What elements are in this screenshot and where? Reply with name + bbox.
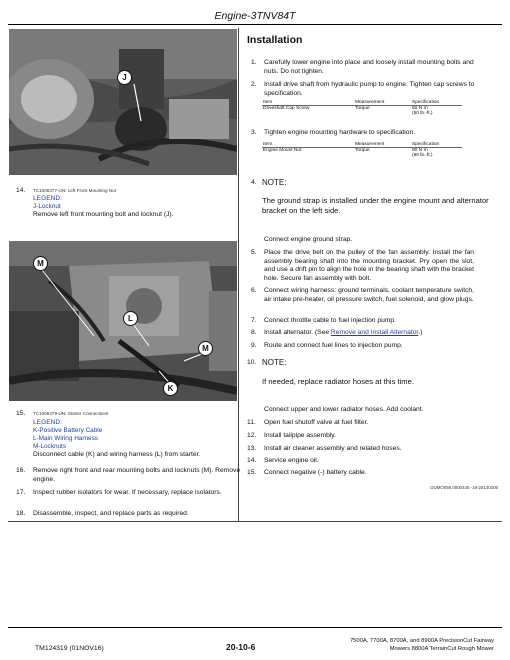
- callout-j: J: [117, 70, 132, 85]
- step-8-text: Install alternator. (See Remove and Install Alternator.): [264, 329, 423, 336]
- step-number-14: 14.: [247, 457, 257, 464]
- spec-header-item: Item: [262, 100, 354, 106]
- callout-k: K: [163, 381, 178, 396]
- step-9-text: Route and connect fuel lines to injection pump.: [264, 342, 403, 349]
- step-number-5: 5.: [251, 249, 257, 256]
- instruction-remove-left-bolt: Remove left front mounting bolt and locknut (J).: [33, 211, 174, 218]
- legend-item-j: J-Locknut: [33, 203, 61, 210]
- spec-measurement: Torque: [355, 148, 370, 153]
- section-bottom-rule: [8, 521, 502, 522]
- legend-heading-1: LEGEND:: [33, 195, 62, 202]
- step-18-text: Disassemble, inspect, and replace parts as required.: [33, 510, 189, 517]
- step-6-text: Connect wiring harness: ground terminals, coolant temperature switch, air intake pre-heater, oil pressure switch, fuel solenoid, and glow plugs.: [264, 287, 474, 303]
- note-text-radiator: If needed, replace radiator hoses at this time.: [262, 377, 414, 386]
- callout-m-right: M: [198, 341, 213, 356]
- note-text-ground-strap: The ground strap is installed under the engine mount and alternator bracket on the left side.: [262, 196, 489, 215]
- step-number-14-left: 14.: [16, 187, 26, 194]
- header-rule: [8, 24, 502, 25]
- connect-ground-strap: Connect engine ground strap.: [264, 236, 353, 243]
- callout-l: L: [123, 311, 138, 326]
- step-number-9: 9.: [251, 342, 257, 349]
- step-7-text: Connect throttle cable to fuel injection pump.: [264, 317, 396, 324]
- legend-heading-2: LEGEND:: [33, 419, 62, 426]
- step-3-text: Tighten engine mounting hardware to specification.: [264, 129, 416, 136]
- step-number-2: 2.: [251, 81, 257, 88]
- column-divider: [238, 28, 239, 522]
- figure-caption-2: TC1006379-UN: Starter Connections: [33, 411, 109, 416]
- spec-table-driveshaft: [262, 100, 462, 116]
- legend-item-m: M-Locknuts: [33, 443, 67, 450]
- spec-value: 50 N·m (50 lb.-ft.): [412, 106, 433, 116]
- spec-header-specification: Specification: [411, 142, 462, 148]
- footer-doc-id: TM124319 (01NOV16): [35, 645, 104, 652]
- alternator-link[interactable]: Remove and Install Alternator: [330, 329, 419, 336]
- spec-header-item: Item: [262, 142, 354, 148]
- spec-table-engine-mount: [262, 142, 462, 158]
- step-17-text: Inspect rubber isolators for wear. If necessary, replace isolators.: [33, 489, 222, 496]
- step-5-text: Place the drive belt on the pulley of the fan assembly. Install the fan assembly bearing shaft into the mounting bracket. Pry open the slot, and use a drift pin to align the hole in the bearing shaft with the bracket hole. Secure fan assembly with bolt.: [264, 249, 474, 283]
- step-number-16: 16.: [16, 467, 26, 474]
- spec-item: Engine Mount Nut: [263, 148, 302, 153]
- note-label-10: NOTE:: [262, 358, 287, 367]
- footer-model-line-1: 7500A, 7700A, 8700A, and 8900A PrecisionCut Fairway: [349, 638, 494, 644]
- spec-value: 80 N·m (60 lb.-ft.): [412, 148, 433, 158]
- step-11-text: Open fuel shutoff valve at fuel filter.: [264, 419, 369, 426]
- step-number-3: 3.: [251, 129, 257, 136]
- step-number-7: 7.: [251, 317, 257, 324]
- step-number-10: 10.: [247, 359, 257, 366]
- step-16-text: Remove right front and rear mounting bolts and locknuts (M). Remove engine.: [33, 467, 241, 483]
- spec-measurement: Torque: [355, 106, 370, 111]
- step-14-text: Service engine oil.: [264, 457, 319, 464]
- step-2-text: Install drive shaft from hydraulic pump to engine. Tighten cap screws to specification.: [264, 81, 475, 97]
- footer-rule: [8, 627, 502, 628]
- step-number-13: 13.: [247, 445, 257, 452]
- step-1-text: Carefully lower engine into place and loosely install mounting bolts and nuts. Do not tighten.: [264, 59, 474, 75]
- step-number-12: 12.: [247, 432, 257, 439]
- step-number-18: 18.: [16, 510, 26, 517]
- legend-item-l: L-Main Wiring Harness: [33, 435, 98, 442]
- callout-m-left: M: [33, 256, 48, 271]
- step-number-6: 6.: [251, 287, 257, 294]
- page-header-title: Engine-3TNV84T: [214, 10, 296, 22]
- note-label-4: NOTE:: [262, 178, 287, 187]
- step-number-17: 17.: [16, 489, 26, 496]
- spec-header-measurement: Measurement: [354, 142, 411, 148]
- step-number-11: 11.: [247, 419, 256, 426]
- figure-caption-1: TC1006377-UN: Left Front Mounting Nut: [33, 188, 116, 193]
- step-number-4: 4.: [251, 179, 257, 186]
- step-13-text: Install air cleaner assembly and related hoses.: [264, 445, 402, 452]
- step-number-15-left: 15.: [16, 410, 26, 417]
- step-number-1: 1.: [251, 59, 257, 66]
- step-number-8: 8.: [251, 329, 257, 336]
- step-12-text: Install tailpipe assembly.: [264, 432, 336, 439]
- footer-page-number: 20-10-6: [226, 642, 256, 652]
- connect-radiator-hoses: Connect upper and lower radiator hoses. Add coolant.: [264, 406, 424, 413]
- instruction-disconnect-cable: Disconnect cable (K) and wiring harness (L) from starter.: [33, 451, 201, 458]
- spec-header-specification: Specification: [411, 100, 462, 106]
- step-15-text: Connect negative (-) battery cable.: [264, 469, 367, 476]
- figure-left-front-mounting-nut: [9, 29, 237, 175]
- section-title-installation: Installation: [247, 34, 303, 46]
- legend-item-k: K-Positive Battery Cable: [33, 427, 103, 434]
- spec-item: Driveshaft Cap Screw: [263, 106, 310, 111]
- reference-code: OUMO058,0000445 -19-20140306: [430, 485, 498, 490]
- step-number-15: 15.: [247, 469, 257, 476]
- footer-model-line-2: Mowers 8800A TerrainCut Rough Mower: [389, 646, 494, 652]
- spec-header-measurement: Measurement: [354, 100, 411, 106]
